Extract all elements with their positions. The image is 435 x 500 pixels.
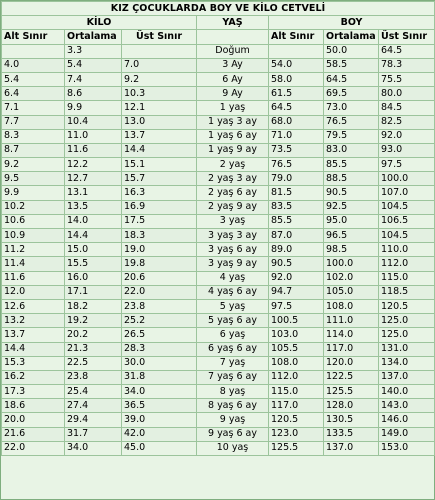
boy-alt-cell: 85.5 xyxy=(269,214,324,228)
kilo-ust-cell: 18.3 xyxy=(122,229,197,243)
boy-ort-cell: 130.5 xyxy=(324,413,379,427)
boy-alt-cell: 83.5 xyxy=(269,200,324,214)
boy-ust-cell: 153.0 xyxy=(379,441,435,455)
age-cell: 10 yaş xyxy=(197,441,269,455)
boy-alt-cell: 120.5 xyxy=(269,413,324,427)
kilo-alt-cell: 14.4 xyxy=(2,342,65,356)
age-cell: 3 yaş xyxy=(197,214,269,228)
kilo-alt-cell: 9.5 xyxy=(2,172,65,186)
table-row xyxy=(2,413,435,427)
kilo-alt-cell: 10.2 xyxy=(2,200,65,214)
kilo-ort-header: Ortalama xyxy=(65,30,122,44)
table-row xyxy=(2,44,435,58)
table-row xyxy=(2,243,435,257)
kilo-ort-cell: 19.2 xyxy=(65,314,122,328)
boy-ust-cell: 64.5 xyxy=(379,44,435,58)
table-row xyxy=(2,271,435,285)
kilo-ust-cell: 9.2 xyxy=(122,72,197,86)
kilo-ort-cell: 16.0 xyxy=(65,271,122,285)
kilo-ust-cell: 36.5 xyxy=(122,399,197,413)
kilo-ort-cell: 11.0 xyxy=(65,129,122,143)
table-row xyxy=(2,214,435,228)
boy-ust-cell: 100.0 xyxy=(379,172,435,186)
kilo-ust-cell: 14.4 xyxy=(122,143,197,157)
table-row xyxy=(2,285,435,299)
kilo-alt-cell: 12.0 xyxy=(2,285,65,299)
boy-ort-cell: 98.5 xyxy=(324,243,379,257)
age-cell: 2 yaş 6 ay xyxy=(197,186,269,200)
kilo-ust-cell: 10.3 xyxy=(122,87,197,101)
kilo-ust-cell: 20.6 xyxy=(122,271,197,285)
boy-ust-cell: 146.0 xyxy=(379,413,435,427)
kilo-alt-cell: 18.6 xyxy=(2,399,65,413)
kilo-alt-cell: 22.0 xyxy=(2,441,65,455)
kilo-ust-cell: 42.0 xyxy=(122,427,197,441)
boy-alt-header: Alt Sınır xyxy=(269,30,324,44)
kilo-group-header: KİLO xyxy=(2,16,197,30)
boy-ort-cell: 125.5 xyxy=(324,385,379,399)
age-cell: 8 yaş xyxy=(197,385,269,399)
kilo-ort-cell: 17.1 xyxy=(65,285,122,299)
age-cell: 9 yaş xyxy=(197,413,269,427)
kilo-ort-cell: 11.6 xyxy=(65,143,122,157)
boy-alt-cell: 112.0 xyxy=(269,370,324,384)
boy-alt-cell: 89.0 xyxy=(269,243,324,257)
boy-ust-cell: 75.5 xyxy=(379,72,435,86)
kilo-ort-cell: 34.0 xyxy=(65,441,122,455)
boy-ort-cell: 96.5 xyxy=(324,229,379,243)
age-cell: 1 yaş 3 ay xyxy=(197,115,269,129)
table-row xyxy=(2,129,435,143)
table-row xyxy=(2,200,435,214)
boy-ort-cell: 102.0 xyxy=(324,271,379,285)
boy-ort-header: Ortalama xyxy=(324,30,379,44)
kilo-ust-cell: 22.0 xyxy=(122,285,197,299)
kilo-ort-cell: 10.4 xyxy=(65,115,122,129)
boy-ort-cell: 128.0 xyxy=(324,399,379,413)
kilo-ort-cell: 29.4 xyxy=(65,413,122,427)
kilo-alt-cell: 4.0 xyxy=(2,58,65,72)
boy-ort-cell: 108.0 xyxy=(324,299,379,313)
boy-alt-cell: 94.7 xyxy=(269,285,324,299)
boy-ort-cell: 90.5 xyxy=(324,186,379,200)
kilo-ort-cell: 23.8 xyxy=(65,370,122,384)
boy-ort-cell: 100.0 xyxy=(324,257,379,271)
kilo-alt-cell: 9.9 xyxy=(2,186,65,200)
kilo-alt-header: Alt Sınır xyxy=(2,30,65,44)
yas-blank-header xyxy=(197,30,269,44)
boy-ort-cell: 114.0 xyxy=(324,328,379,342)
boy-ort-cell: 76.5 xyxy=(324,115,379,129)
boy-ust-cell: 120.5 xyxy=(379,299,435,313)
table-row xyxy=(2,299,435,313)
boy-ort-cell: 105.0 xyxy=(324,285,379,299)
age-cell: 5 yaş 6 ay xyxy=(197,314,269,328)
age-cell: Doğum xyxy=(197,44,269,58)
kilo-ust-cell: 16.3 xyxy=(122,186,197,200)
kilo-alt-cell: 11.2 xyxy=(2,243,65,257)
kilo-ust-cell: 13.0 xyxy=(122,115,197,129)
table-row xyxy=(2,370,435,384)
kilo-alt-cell xyxy=(2,44,65,58)
kilo-alt-cell: 15.3 xyxy=(2,356,65,370)
boy-ust-cell: 149.0 xyxy=(379,427,435,441)
boy-ort-cell: 73.0 xyxy=(324,101,379,115)
table-row xyxy=(2,172,435,186)
boy-ust-cell: 134.0 xyxy=(379,356,435,370)
kilo-ust-cell: 15.1 xyxy=(122,158,197,172)
boy-alt-cell: 125.5 xyxy=(269,441,324,455)
boy-ort-cell: 85.5 xyxy=(324,158,379,172)
boy-ort-cell: 50.0 xyxy=(324,44,379,58)
boy-ort-cell: 83.0 xyxy=(324,143,379,157)
age-cell: 9 Ay xyxy=(197,87,269,101)
boy-alt-cell: 87.0 xyxy=(269,229,324,243)
kilo-ust-cell: 16.9 xyxy=(122,200,197,214)
boy-ust-cell: 80.0 xyxy=(379,87,435,101)
kilo-ust-cell xyxy=(122,44,197,58)
kilo-ort-cell: 15.5 xyxy=(65,257,122,271)
boy-ust-cell: 104.5 xyxy=(379,200,435,214)
kilo-ust-cell: 23.8 xyxy=(122,299,197,313)
kilo-alt-cell: 9.2 xyxy=(2,158,65,172)
boy-alt-cell: 123.0 xyxy=(269,427,324,441)
boy-ort-cell: 111.0 xyxy=(324,314,379,328)
boy-ust-cell: 106.5 xyxy=(379,214,435,228)
age-cell: 1 yaş 6 ay xyxy=(197,129,269,143)
boy-alt-cell: 81.5 xyxy=(269,186,324,200)
age-cell: 6 yaş 6 ay xyxy=(197,342,269,356)
kilo-alt-cell: 8.7 xyxy=(2,143,65,157)
boy-ust-cell: 125.0 xyxy=(379,314,435,328)
kilo-alt-cell: 7.1 xyxy=(2,101,65,115)
boy-alt-cell: 97.5 xyxy=(269,299,324,313)
kilo-ust-cell: 7.0 xyxy=(122,58,197,72)
table-row xyxy=(2,385,435,399)
boy-ust-cell: 131.0 xyxy=(379,342,435,356)
age-cell: 3 yaş 6 ay xyxy=(197,243,269,257)
boy-ort-cell: 133.5 xyxy=(324,427,379,441)
table-row xyxy=(2,441,435,455)
kilo-ust-cell: 31.8 xyxy=(122,370,197,384)
kilo-ort-cell: 27.4 xyxy=(65,399,122,413)
age-cell: 4 yaş 6 ay xyxy=(197,285,269,299)
boy-ort-cell: 58.5 xyxy=(324,58,379,72)
kilo-ort-cell: 18.2 xyxy=(65,299,122,313)
table-row xyxy=(2,87,435,101)
kilo-ust-cell: 28.3 xyxy=(122,342,197,356)
boy-alt-cell: 64.5 xyxy=(269,101,324,115)
kilo-ort-cell: 14.4 xyxy=(65,229,122,243)
kilo-alt-cell: 10.9 xyxy=(2,229,65,243)
boy-ort-cell: 122.5 xyxy=(324,370,379,384)
kilo-ort-cell: 9.9 xyxy=(65,101,122,115)
boy-alt-cell: 54.0 xyxy=(269,58,324,72)
age-cell: 3 Ay xyxy=(197,58,269,72)
table-row xyxy=(2,257,435,271)
boy-ust-cell: 110.0 xyxy=(379,243,435,257)
age-cell: 6 Ay xyxy=(197,72,269,86)
boy-ort-cell: 88.5 xyxy=(324,172,379,186)
boy-ust-cell: 82.5 xyxy=(379,115,435,129)
boy-ust-cell: 78.3 xyxy=(379,58,435,72)
age-cell: 8 yaş 6 ay xyxy=(197,399,269,413)
growth-table xyxy=(1,1,435,456)
kilo-alt-cell: 17.3 xyxy=(2,385,65,399)
boy-alt-cell: 68.0 xyxy=(269,115,324,129)
table-row xyxy=(2,356,435,370)
kilo-ust-cell: 39.0 xyxy=(122,413,197,427)
boy-ort-cell: 117.0 xyxy=(324,342,379,356)
boy-alt-cell: 115.0 xyxy=(269,385,324,399)
kilo-ort-cell: 3.3 xyxy=(65,44,122,58)
boy-ort-cell: 95.0 xyxy=(324,214,379,228)
boy-alt-cell: 92.0 xyxy=(269,271,324,285)
boy-alt-cell: 58.0 xyxy=(269,72,324,86)
kilo-ort-cell: 15.0 xyxy=(65,243,122,257)
age-cell: 2 yaş xyxy=(197,158,269,172)
table-row xyxy=(2,399,435,413)
table-row xyxy=(2,427,435,441)
kilo-ust-cell: 45.0 xyxy=(122,441,197,455)
boy-ort-cell: 64.5 xyxy=(324,72,379,86)
kilo-ust-cell: 25.2 xyxy=(122,314,197,328)
kilo-alt-cell: 13.7 xyxy=(2,328,65,342)
boy-ust-cell: 137.0 xyxy=(379,370,435,384)
boy-ust-cell: 125.0 xyxy=(379,328,435,342)
kilo-alt-cell: 21.6 xyxy=(2,427,65,441)
boy-alt-cell: 108.0 xyxy=(269,356,324,370)
age-cell: 2 yaş 3 ay xyxy=(197,172,269,186)
kilo-alt-cell: 10.6 xyxy=(2,214,65,228)
age-cell: 9 yaş 6 ay xyxy=(197,427,269,441)
yas-group-header: YAŞ xyxy=(197,16,269,30)
boy-group-header: BOY xyxy=(269,16,435,30)
boy-ust-cell: 115.0 xyxy=(379,271,435,285)
boy-ort-cell: 120.0 xyxy=(324,356,379,370)
kilo-ort-cell: 13.5 xyxy=(65,200,122,214)
age-cell: 3 yaş 9 ay xyxy=(197,257,269,271)
kilo-ort-cell: 8.6 xyxy=(65,87,122,101)
boy-ort-cell: 79.5 xyxy=(324,129,379,143)
boy-ort-cell: 137.0 xyxy=(324,441,379,455)
boy-ust-cell: 104.5 xyxy=(379,229,435,243)
kilo-ort-cell: 22.5 xyxy=(65,356,122,370)
age-cell: 5 yaş xyxy=(197,299,269,313)
kilo-ust-cell: 19.0 xyxy=(122,243,197,257)
kilo-alt-cell: 20.0 xyxy=(2,413,65,427)
table-row xyxy=(2,115,435,129)
kilo-ust-cell: 34.0 xyxy=(122,385,197,399)
kilo-ort-cell: 25.4 xyxy=(65,385,122,399)
boy-alt-cell: 73.5 xyxy=(269,143,324,157)
kilo-alt-cell: 11.4 xyxy=(2,257,65,271)
boy-ust-cell: 97.5 xyxy=(379,158,435,172)
boy-alt-cell: 76.5 xyxy=(269,158,324,172)
kilo-ort-cell: 12.2 xyxy=(65,158,122,172)
table-row xyxy=(2,342,435,356)
boy-alt-cell: 71.0 xyxy=(269,129,324,143)
boy-ust-cell: 140.0 xyxy=(379,385,435,399)
table-row xyxy=(2,328,435,342)
kilo-alt-cell: 7.7 xyxy=(2,115,65,129)
kilo-ust-cell: 19.8 xyxy=(122,257,197,271)
boy-ort-cell: 92.5 xyxy=(324,200,379,214)
kilo-ust-cell: 30.0 xyxy=(122,356,197,370)
age-cell: 1 yaş 9 ay xyxy=(197,143,269,157)
kilo-alt-cell: 8.3 xyxy=(2,129,65,143)
table-row xyxy=(2,314,435,328)
boy-alt-cell: 100.5 xyxy=(269,314,324,328)
table-row xyxy=(2,72,435,86)
table-row xyxy=(2,186,435,200)
age-cell: 7 yaş xyxy=(197,356,269,370)
age-cell: 7 yaş 6 ay xyxy=(197,370,269,384)
kilo-ort-cell: 7.4 xyxy=(65,72,122,86)
boy-alt-cell xyxy=(269,44,324,58)
boy-alt-cell: 90.5 xyxy=(269,257,324,271)
kilo-ort-cell: 21.3 xyxy=(65,342,122,356)
kilo-ust-cell: 17.5 xyxy=(122,214,197,228)
age-cell: 4 yaş xyxy=(197,271,269,285)
boy-alt-cell: 103.0 xyxy=(269,328,324,342)
kilo-alt-cell: 11.6 xyxy=(2,271,65,285)
kilo-ort-cell: 5.4 xyxy=(65,58,122,72)
boy-alt-cell: 79.0 xyxy=(269,172,324,186)
boy-ust-cell: 112.0 xyxy=(379,257,435,271)
age-cell: 6 yaş xyxy=(197,328,269,342)
age-cell: 2 yaş 9 ay xyxy=(197,200,269,214)
kilo-ort-cell: 31.7 xyxy=(65,427,122,441)
boy-alt-cell: 117.0 xyxy=(269,399,324,413)
kilo-ort-cell: 20.2 xyxy=(65,328,122,342)
kilo-ust-header: Üst Sınır xyxy=(122,30,197,44)
kilo-ort-cell: 13.1 xyxy=(65,186,122,200)
boy-alt-cell: 105.5 xyxy=(269,342,324,356)
kilo-ort-cell: 12.7 xyxy=(65,172,122,186)
age-cell: 3 yaş 3 ay xyxy=(197,229,269,243)
kilo-alt-cell: 13.2 xyxy=(2,314,65,328)
boy-ust-cell: 107.0 xyxy=(379,186,435,200)
table-row xyxy=(2,158,435,172)
table-row xyxy=(2,58,435,72)
kilo-alt-cell: 5.4 xyxy=(2,72,65,86)
age-cell: 1 yaş xyxy=(197,101,269,115)
boy-alt-cell: 61.5 xyxy=(269,87,324,101)
kilo-alt-cell: 6.4 xyxy=(2,87,65,101)
kilo-ust-cell: 13.7 xyxy=(122,129,197,143)
table-row xyxy=(2,101,435,115)
boy-ust-cell: 93.0 xyxy=(379,143,435,157)
boy-ust-cell: 143.0 xyxy=(379,399,435,413)
table-row xyxy=(2,143,435,157)
kilo-alt-cell: 12.6 xyxy=(2,299,65,313)
kilo-ust-cell: 12.1 xyxy=(122,101,197,115)
boy-ust-header: Üst Sınır xyxy=(379,30,435,44)
boy-ort-cell: 69.5 xyxy=(324,87,379,101)
boy-ust-cell: 92.0 xyxy=(379,129,435,143)
kilo-ust-cell: 26.5 xyxy=(122,328,197,342)
table-row xyxy=(2,229,435,243)
boy-ust-cell: 84.5 xyxy=(379,101,435,115)
kilo-alt-cell: 16.2 xyxy=(2,370,65,384)
boy-ust-cell: 118.5 xyxy=(379,285,435,299)
table-title: KIZ ÇOCUKLARDA BOY VE KİLO CETVELİ xyxy=(2,2,435,16)
kilo-ust-cell: 15.7 xyxy=(122,172,197,186)
kilo-ort-cell: 14.0 xyxy=(65,214,122,228)
